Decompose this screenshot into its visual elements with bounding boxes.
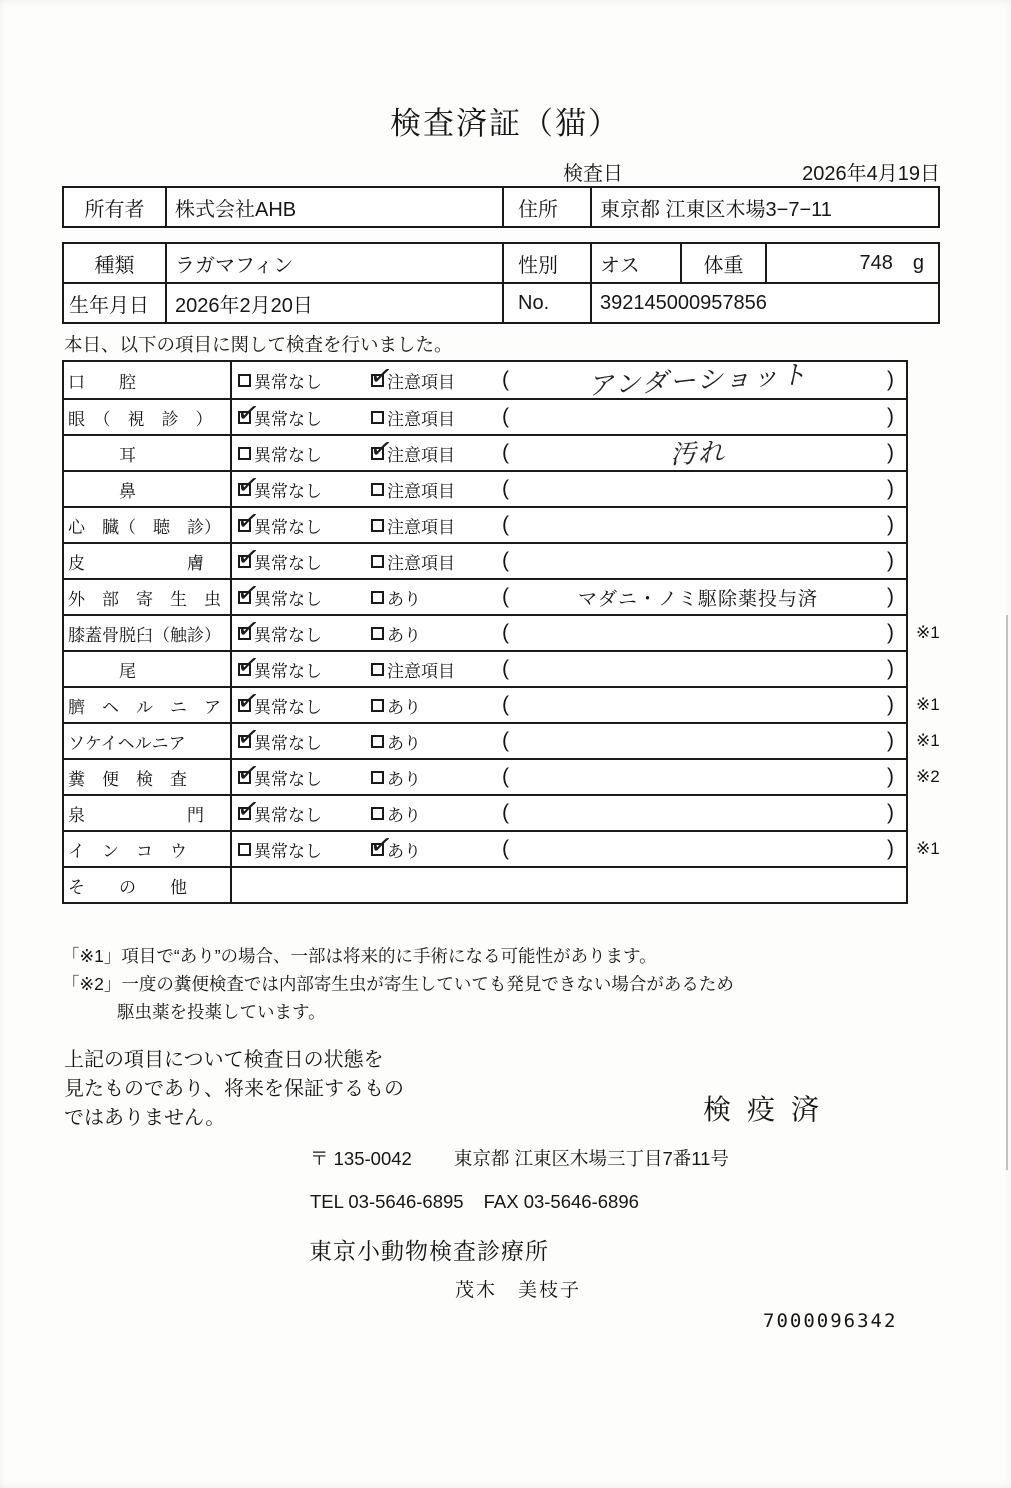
quarantine-stamp: 検疫済 — [703, 1094, 836, 1125]
option-normal-group — [238, 441, 371, 466]
comment-open-paren: ( — [502, 368, 509, 391]
option-attention-label: あり — [387, 625, 421, 645]
checkbox-normal[interactable] — [238, 663, 251, 676]
inspection-row-content — [232, 616, 906, 650]
address-label: 住所 — [502, 188, 590, 226]
comment-close-paren: ) — [887, 549, 894, 572]
inspection-row-content — [232, 868, 906, 902]
option-attention-label: 注意項目 — [387, 372, 455, 392]
pet-info-row-2 — [64, 282, 938, 322]
option-normal-label: 異常なし — [254, 661, 322, 681]
comment-open-paren: ( — [502, 693, 509, 716]
comment-close-paren: ) — [887, 765, 894, 788]
checkbox-normal[interactable] — [238, 519, 251, 532]
footnote-3: 駆虫薬を投薬しています。 — [117, 1002, 326, 1022]
inspection-row-content — [232, 436, 906, 470]
row-footnote-mark: ※1 — [916, 731, 940, 750]
inspection-row-content — [232, 508, 906, 542]
option-attention-group — [371, 549, 502, 574]
comment-close-paren: ) — [887, 513, 894, 536]
checkbox-attention[interactable] — [371, 447, 384, 460]
comment-open-paren: ( — [502, 405, 509, 428]
option-attention-label: あり — [387, 589, 421, 609]
checkbox-normal[interactable] — [238, 374, 251, 387]
tel-number: TEL 03-5646-6895 — [310, 1191, 464, 1212]
checkbox-attention[interactable] — [371, 807, 384, 820]
option-normal-label: 異常なし — [254, 805, 322, 825]
owner-value: 株式会社AHB — [165, 188, 502, 226]
option-attention-group — [371, 368, 502, 393]
inspection-row-content — [232, 544, 906, 578]
option-normal-group — [238, 513, 371, 538]
row-footnote-mark: ※1 — [916, 623, 940, 642]
inspection-row — [64, 614, 940, 650]
footnote-1: 「※1」項目で“あり”の場合、一部は将来的に手術になる可能性があります。 — [62, 946, 657, 966]
comment-open-paren: ( — [502, 585, 509, 608]
comment-close-paren: ) — [887, 368, 894, 391]
sex-value: オス — [590, 244, 680, 282]
document-title: 検査済証（猫） — [390, 106, 621, 141]
comment-close-paren: ) — [887, 441, 894, 464]
option-attention-label: あり — [387, 697, 421, 717]
inspection-row-content — [232, 724, 906, 758]
birthdate-label: 生年月日 — [69, 294, 149, 317]
option-normal-group — [238, 693, 371, 718]
disclaimer-text — [64, 1046, 404, 1133]
postal-code: 〒 135-0042 — [310, 1148, 412, 1169]
option-normal-group — [238, 657, 371, 682]
fax-number: FAX 03-5646-6896 — [483, 1191, 639, 1212]
option-normal-label: 異常なし — [254, 697, 322, 717]
inspection-row — [64, 794, 906, 830]
address-value: 東京都 江東区木場3−7−11 — [590, 188, 938, 226]
option-normal-label: 異常なし — [254, 372, 322, 392]
inspection-row — [64, 434, 906, 470]
inspection-item-label: 臍 ヘ ル ニ ア — [64, 688, 232, 722]
number-value: 392145000957856 — [590, 284, 938, 322]
checkbox-normal[interactable] — [238, 699, 251, 712]
row-footnote-mark: ※1 — [916, 839, 940, 858]
comment-open-paren: ( — [502, 441, 509, 464]
inspection-item-label: 口 腔 — [64, 362, 232, 398]
owner-table — [62, 186, 940, 228]
exam-date-value: 2026年4月19日 — [802, 163, 940, 185]
inspection-row-content — [232, 796, 906, 830]
checkbox-normal[interactable] — [238, 807, 251, 820]
owner-row — [64, 188, 938, 226]
comment-close-paren: ) — [887, 477, 894, 500]
inspection-item-label: ソケイヘルニア — [64, 724, 232, 758]
weight-label: 体重 — [680, 244, 765, 282]
exam-date-row — [563, 157, 940, 186]
checkbox-attention[interactable] — [371, 627, 384, 640]
inspection-row-content — [232, 760, 906, 794]
option-attention-label: 注意項目 — [387, 517, 455, 537]
inspection-item-label: 心 臓（ 聴 診） — [64, 508, 232, 542]
option-normal-group — [238, 405, 371, 430]
comment-open-paren: ( — [502, 729, 509, 752]
option-attention-label: 注意項目 — [387, 481, 455, 501]
footnote-2: 「※2」一度の糞便検査では内部寄生虫が寄生していても発見できない場合があるため — [62, 974, 734, 994]
comment-close-paren: ) — [887, 621, 894, 644]
number-label: No. — [502, 284, 590, 322]
inspection-row — [64, 866, 906, 902]
option-attention-label: あり — [387, 733, 421, 753]
inspection-row — [64, 542, 906, 578]
checkbox-normal[interactable] — [238, 735, 251, 748]
option-normal-group — [238, 621, 371, 646]
checkbox-attention[interactable] — [371, 663, 384, 676]
inspection-item-label: イ ン コ ウ — [64, 832, 232, 866]
row-footnote-mark: ※2 — [916, 767, 940, 786]
weight-cell — [765, 244, 938, 282]
inspection-row — [64, 650, 906, 686]
option-attention-group — [371, 657, 502, 682]
option-normal-label: 異常なし — [254, 445, 322, 465]
pet-info-row-1 — [64, 244, 938, 282]
clinic-address: 東京都 江東区木場三丁目7番11号 — [453, 1148, 729, 1169]
owner-label: 所有者 — [84, 198, 145, 221]
option-attention-group — [371, 837, 502, 862]
option-attention-group — [371, 405, 502, 430]
checkbox-attention[interactable] — [371, 411, 384, 424]
staff-name: 茂木 美枝子 — [455, 1280, 582, 1301]
comment-close-paren: ) — [887, 837, 894, 860]
inspection-row-content — [232, 832, 906, 866]
option-normal-group — [238, 765, 371, 790]
serial-number: 7000096342 — [763, 1310, 898, 1332]
checkbox-normal[interactable] — [238, 843, 251, 856]
inspection-row — [64, 686, 940, 722]
clinic-name: 東京小動物検査診療所 — [309, 1238, 549, 1264]
disclaimer-line-3: ではありません。 — [64, 1107, 226, 1129]
checkbox-normal[interactable] — [238, 447, 251, 460]
comment-close-paren: ) — [887, 693, 894, 716]
option-attention-label: 注意項目 — [387, 409, 455, 429]
comment-open-paren: ( — [502, 801, 509, 824]
option-attention-label: 注意項目 — [387, 661, 455, 681]
option-normal-label: 異常なし — [254, 517, 322, 537]
comment-open-paren: ( — [502, 477, 509, 500]
inspection-headline: 本日、以下の項目に関して検査を行いました。 — [64, 334, 453, 355]
inspection-row — [64, 470, 906, 506]
sex-label: 性別 — [502, 244, 590, 282]
inspection-row — [64, 722, 940, 758]
inspection-row — [64, 358, 906, 401]
option-normal-group — [238, 729, 371, 754]
comment-open-paren: ( — [502, 837, 509, 860]
option-attention-group — [371, 693, 502, 718]
checkbox-attention[interactable] — [371, 735, 384, 748]
birthdate-value: 2026年2月20日 — [165, 284, 502, 322]
checkbox-attention[interactable] — [371, 483, 384, 496]
comment-text: アンダーショット — [586, 358, 810, 401]
checkbox-attention[interactable] — [371, 843, 384, 856]
inspection-row-content — [232, 358, 906, 401]
inspection-row — [64, 830, 940, 866]
checkbox-attention[interactable] — [371, 374, 384, 387]
inspection-item-label: 眼 （ 視 診 ） — [64, 400, 232, 434]
comment-text: 汚れ — [669, 436, 727, 469]
clinic-contact-line — [310, 1191, 639, 1213]
comment-open-paren: ( — [502, 621, 509, 644]
comment-text: マダニ・ノミ駆除薬投与済 — [577, 588, 818, 610]
exam-date-label: 検査日 — [563, 163, 623, 185]
option-normal-group — [238, 837, 371, 862]
option-attention-group — [371, 621, 502, 646]
inspection-row-content — [232, 652, 906, 686]
option-attention-group — [371, 801, 502, 826]
disclaimer-line-1: 上記の項目について検査日の状態を — [64, 1049, 384, 1071]
comment-close-paren: ) — [887, 405, 894, 428]
option-attention-group — [371, 585, 502, 610]
option-attention-group — [371, 477, 502, 502]
option-attention-group — [371, 765, 502, 790]
option-normal-group — [238, 549, 371, 574]
scan-edge-artifact — [1006, 615, 1008, 1170]
inspection-item-label: そ の 他 — [64, 868, 232, 902]
checkbox-normal[interactable] — [238, 483, 251, 496]
option-attention-label: あり — [387, 805, 421, 825]
option-attention-group — [371, 441, 502, 466]
comment-open-paren: ( — [502, 513, 509, 536]
option-normal-label: 異常なし — [254, 841, 322, 861]
checkbox-normal[interactable] — [238, 627, 251, 640]
inspection-row — [64, 506, 906, 542]
comment-open-paren: ( — [502, 765, 509, 788]
inspection-row-content — [232, 688, 906, 722]
checkbox-attention[interactable] — [371, 555, 384, 568]
option-normal-group — [238, 477, 371, 502]
comment-open-paren: ( — [502, 657, 509, 680]
row-footnote-mark: ※1 — [916, 695, 940, 714]
inspection-item-label: 外 部 寄 生 虫 — [64, 580, 232, 614]
disclaimer-line-2: 見たものであり、将来を保証するもの — [64, 1078, 404, 1100]
inspection-item-label: 泉 門 — [64, 796, 232, 830]
inspection-row-content — [232, 580, 906, 614]
option-attention-group — [371, 729, 502, 754]
weight-value: 748 — [859, 251, 893, 274]
inspection-item-label: 耳 — [64, 436, 232, 470]
inspection-row — [64, 758, 940, 794]
option-normal-label: 異常なし — [254, 733, 322, 753]
comment-close-paren: ) — [887, 585, 894, 608]
breed-value: ラガマフィン — [165, 244, 502, 282]
checkbox-normal[interactable] — [238, 555, 251, 568]
option-normal-group — [238, 368, 371, 393]
comment-close-paren: ) — [887, 801, 894, 824]
weight-unit: g — [912, 251, 924, 274]
checkbox-attention[interactable] — [371, 771, 384, 784]
inspection-item-label: 皮 膚 — [64, 544, 232, 578]
inspection-item-label: 尾 — [64, 652, 232, 686]
option-attention-label: あり — [387, 769, 421, 789]
option-normal-label: 異常なし — [254, 625, 322, 645]
option-normal-group — [238, 585, 371, 610]
option-normal-label: 異常なし — [254, 409, 322, 429]
checkbox-attention[interactable] — [371, 699, 384, 712]
inspection-table — [62, 358, 940, 904]
option-normal-label: 異常なし — [254, 589, 322, 609]
checkbox-attention[interactable] — [371, 519, 384, 532]
option-attention-label: あり — [387, 841, 421, 861]
option-normal-label: 異常なし — [254, 481, 322, 501]
option-normal-label: 異常なし — [254, 553, 322, 573]
inspection-item-label: 膝蓋骨脱臼（触診） — [64, 616, 232, 650]
checkbox-normal[interactable] — [238, 771, 251, 784]
option-attention-label: 注意項目 — [387, 445, 455, 465]
inspection-item-label: 糞 便 検 査 — [64, 760, 232, 794]
inspection-item-label: 鼻 — [64, 472, 232, 506]
breed-label: 種類 — [94, 254, 135, 277]
inspection-row-content — [232, 472, 906, 506]
footnotes — [62, 942, 734, 1026]
checkbox-normal[interactable] — [238, 411, 251, 424]
option-attention-group — [371, 513, 502, 538]
comment-close-paren: ) — [887, 729, 894, 752]
clinic-address-line — [310, 1145, 729, 1171]
option-attention-label: 注意項目 — [387, 553, 455, 573]
inspection-row — [64, 578, 906, 614]
comment-open-paren: ( — [502, 549, 509, 572]
comment-close-paren: ) — [887, 657, 894, 680]
option-normal-label: 異常なし — [254, 769, 322, 789]
pet-info-table — [62, 242, 940, 324]
option-normal-group — [238, 801, 371, 826]
checkbox-attention[interactable] — [371, 591, 384, 604]
checkbox-normal[interactable] — [238, 591, 251, 604]
